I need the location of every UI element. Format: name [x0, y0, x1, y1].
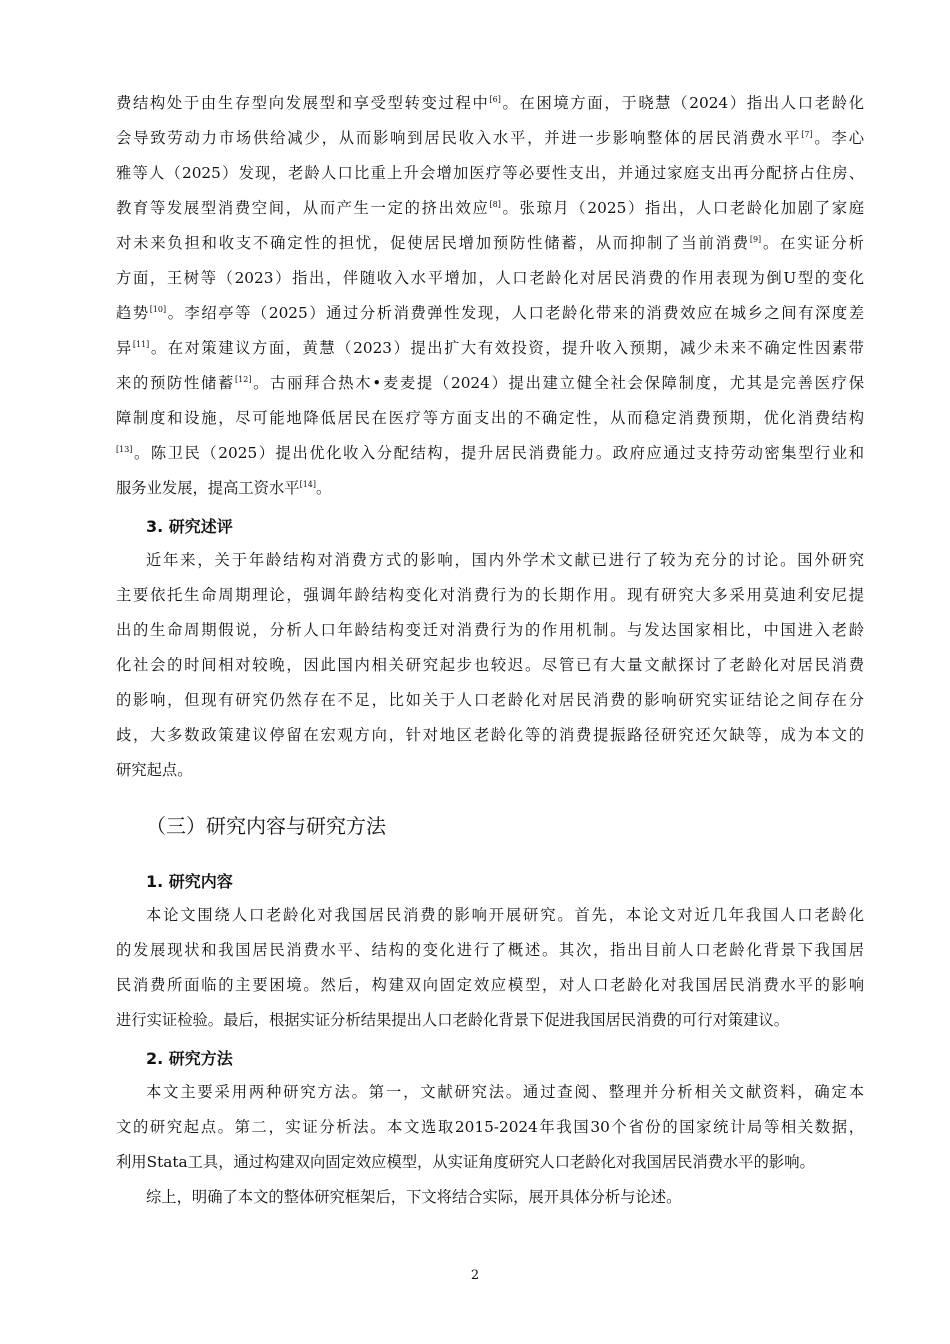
page-number: 2 — [470, 1268, 480, 1283]
paragraph-line: 服务业发展，提高工资水平[14]。 — [116, 479, 332, 497]
citation: [7] — [801, 129, 813, 139]
paragraph-line: 的发展现状和我国居民消费水平、结构的变化进行了概述。其次，指出目前人口老龄化背景下我国居 — [116, 941, 864, 959]
citation: [14] — [299, 479, 316, 489]
paragraph-line: 费结构处于由生存型向发展型和享受型转变过程中[6]。在困境方面，于晓慧（2024）指出人口老龄化 — [116, 94, 864, 112]
paragraph-line: 化社会的时间相对较晚，因此国内相关研究起步也较迟。尽管已有大量文献探讨了老龄化对居民消费 — [116, 656, 864, 674]
paragraph-line: 出的生命周期假说，分析人口年龄结构变迁对消费行为的作用机制。与发达国家相比，中国进入老龄 — [116, 621, 864, 639]
citation: [12] — [235, 374, 252, 384]
paragraph-line: 本文主要采用两种研究方法。第一，文献研究法。通过查阅、整理并分析相关文献资料，确定本 — [146, 1083, 864, 1101]
paragraph-line: 研究起点。 — [116, 761, 193, 779]
paragraph-line: 的影响，但现有研究仍然存在不足，比如关于人口老龄化对居民消费的影响研究实证结论之间存在分 — [116, 691, 864, 709]
paragraph-line: 趋势[10]。李绍亭等（2025）通过分析消费弹性发现，人口老龄化带来的消费效应在城乡之间有深度差 — [116, 304, 864, 322]
paragraph-line: 来的预防性储蓄[12]。古丽拜合热木•麦麦提（2024）提出建立健全社会保障制度，尤其是完善医疗保 — [116, 374, 864, 392]
heading-research-review: 3. 研究述评 — [146, 517, 233, 536]
paragraph-line: 主要依托生命周期理论，强调年龄结构变化对消费行为的长期作用。现有研究大多采用莫迪利安尼提 — [116, 586, 864, 604]
paragraph-line: 会导致劳动力市场供给减少，从而影响到居民收入水平，并进一步影响整体的居民消费水平[7]。李心 — [116, 129, 864, 147]
paragraph-line: 障制度和设施，尽可能地降低居民在医疗等方面支出的不确定性，从而稳定消费预期，优化消费结构 — [116, 409, 864, 427]
paragraph-line: 利用Stata工具，通过构建双向固定效应模型，从实证角度研究人口老龄化对我国居民消费水平的影响。 — [116, 1153, 815, 1171]
paragraph-line: 文的研究起点。第二，实证分析法。本文选取2015-2024年我国30个省份的国家统计局等相关数据， — [116, 1118, 864, 1136]
citation: [6] — [489, 94, 501, 104]
citation: [9] — [749, 234, 762, 244]
paragraph-line: [13]。陈卫民（2025）提出优化收入分配结构，提升居民消费能力。政府应通过支持劳动密集型行业和 — [116, 444, 864, 462]
paragraph-line: 本论文围绕人口老龄化对我国居民消费的影响开展研究。首先，本论文对近几年我国人口老龄化 — [146, 906, 864, 924]
paragraph-line: 歧，大多数政策建议停留在宏观方向，针对地区老龄化等的消费提振路径研究还欠缺等，成为本文的 — [116, 726, 864, 744]
paragraph-line: 近年来，关于年龄结构对消费方式的影响，国内外学术文献已进行了较为充分的讨论。国外研究 — [146, 551, 864, 569]
paragraph-line: 民消费所面临的主要困境。然后，构建双向固定效应模型，对人口老龄化对我国居民消费水平的影响 — [116, 976, 864, 994]
citation: [11] — [132, 339, 150, 349]
citation: [8] — [489, 199, 501, 209]
heading-research-method: 2. 研究方法 — [146, 1049, 233, 1068]
paragraph-line: 异[11]。在对策建议方面，黄慧（2023）提出扩大有效投资，提升收入预期，减少未来不确定性因素带 — [116, 339, 864, 357]
citation: [13] — [116, 444, 133, 454]
summary-line: 综上，明确了本文的整体研究框架后，下文将结合实际，展开具体分析与论述。 — [146, 1188, 682, 1206]
paragraph-line: 进行实证检验。最后，根据实证分析结果提出人口老龄化背景下促进我国居民消费的可行对策建议。 — [116, 1011, 790, 1029]
citation: [10] — [149, 304, 167, 314]
heading-section-3: （三）研究内容与研究方法 — [146, 814, 386, 838]
paragraph-line: 雅等人（2025）发现，老龄人口比重上升会增加医疗等必要性支出，并通过家庭支出再分配挤占住房、 — [116, 164, 864, 182]
paragraph-line: 教育等发展型消费空间，从而产生一定的挤出效应[8]。张琼月（2025）指出，人口老龄化加剧了家庭 — [116, 199, 864, 217]
heading-research-content: 1. 研究内容 — [146, 872, 233, 891]
paragraph-line: 方面，王树等（2023）指出，伴随收入水平增加，人口老龄化对居民消费的作用表现为倒U型的变化 — [116, 269, 864, 287]
paragraph-line: 对未来负担和收支不确定性的担忧，促使居民增加预防性储蓄，从而抑制了当前消费[9]。在实证分析 — [116, 234, 864, 252]
